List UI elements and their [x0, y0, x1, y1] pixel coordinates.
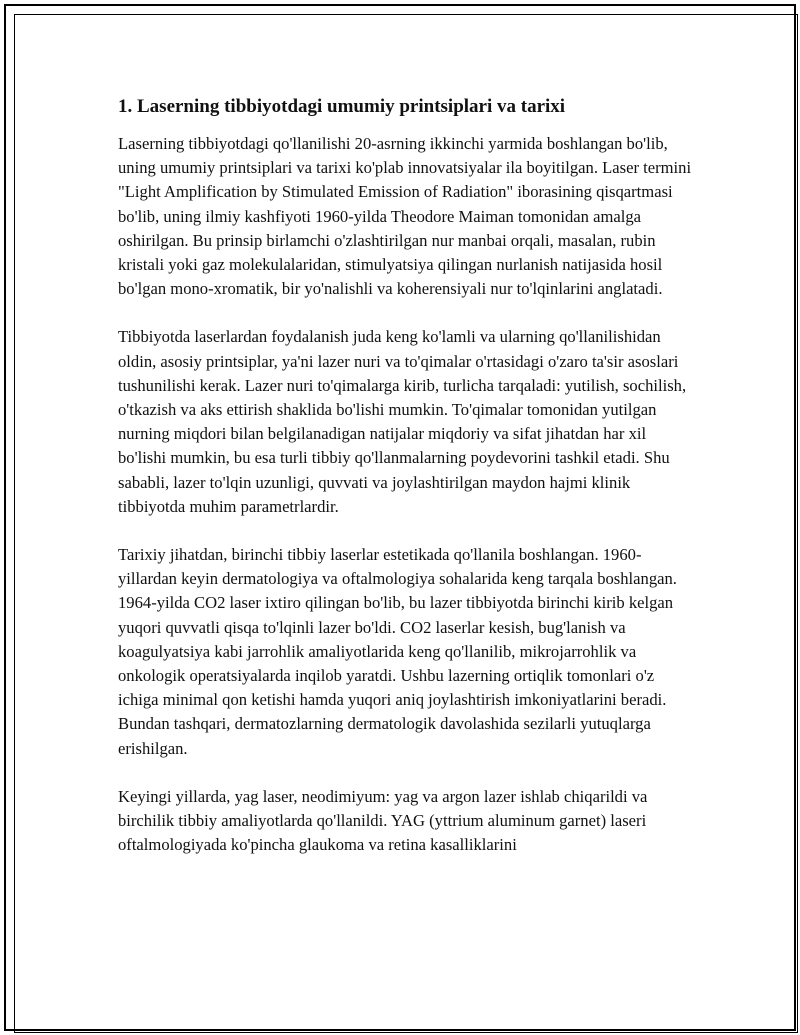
paragraph-1: Laserning tibbiyotdagi qo'llanilishi 20-asrning ikkinchi yarmida boshlangan bo'lib, uning umumiy printsiplari va tarixi ko'plab innovatsiyalar ila boyitilgan. Laser termini "Light Amplification by Stimulated Emission of Radiation" iborasining qisqartmasi bo'lib, uning ilmiy kashfiyoti 1960-yilda Theodore Maiman tomonidan amalga oshirilgan. Bu prinsip birlamchi o'zlashtirilgan nur manbai orqali, masalan, rubin kristali yoki gaz molekulalaridan, stimulyatsiya qilingan nurlanish natijasida hosil bo'lgan mono-xromatik, bir yo'nalishli va koherensiyali nur to'lqinlarini anglatadi. [118, 134, 692, 299]
document-body [118, 93, 698, 881]
paragraph-4: Keyingi yillarda, yag laser, neodimiyum: yag va argon lazer ishlab chiqarildi va birchilik tibbiy amaliyotlarda qo'llanildi. YAG (yttrium aluminum garnet) laseri oftalmologiyada ko'pincha glaukoma va retina kasalliklarini [118, 786, 648, 855]
paragraph-3: Tarixiy jihatdan, birinchi tibbiy laserlar estetikada qo'llanila boshlangan. 1960-yillardan keyin dermatologiya va oftalmologiya sohalarida keng tarqala boshlangan. 1964-yilda CO2 laser ixtiro qilingan bo'lib, bu lazer tibbiyotda birinchi kirib kelgan yuqori quvvatli qisqa to'lqinli lazer bo'ldi. CO2 laserlar kesish, bug'lanish va koagulyatsiya kabi jarrohlik amaliyotlarida keng qo'llanilib, mikrojarrohlik va onkologik operatsiyalarda inqilob yaratdi. Ushbu lazerning ortiqlik tomonlari o'z ichiga minimal qon ketishi hamda yuqori aniq joylashtirish imkoniyatlarini beradi. Bundan tashqari, dermatozlarning dermatologik davolashida sezilarli yutuqlarga erishilgan. [118, 545, 677, 758]
paragraph-2: Tibbiyotda laserlardan foydalanish juda keng ko'lamli va ularning qo'llanilishidan oldin, asosiy printsiplar, ya'ni lazer nuri va to'qimalar o'rtasidagi o'zaro ta'sir asoslari tushunilishi kerak. Lazer nuri to'qimalarga kirib, turlicha tarqaladi: yutilish, sochilish, o'tkazish va aks ettirish shaklida bo'lishi mumkin. To'qimalar tomonidan yutilgan nurning miqdori bilan belgilanadigan natijalar miqdoriy va sifat jihatdan har xil bo'lishi mumkin, bu esa turli tibbiy qo'llanmalarning poydevorini tashkil etadi. Shu sababli, lazer to'lqin uzunligi, quvvati va joylashtirilgan maydon hajmi klinik tibbiyotda muhim parametrlardir. [118, 327, 687, 516]
section-heading: 1. Laserning tibbiyotdagi umumiy printsiplari va tarixi [118, 96, 566, 117]
